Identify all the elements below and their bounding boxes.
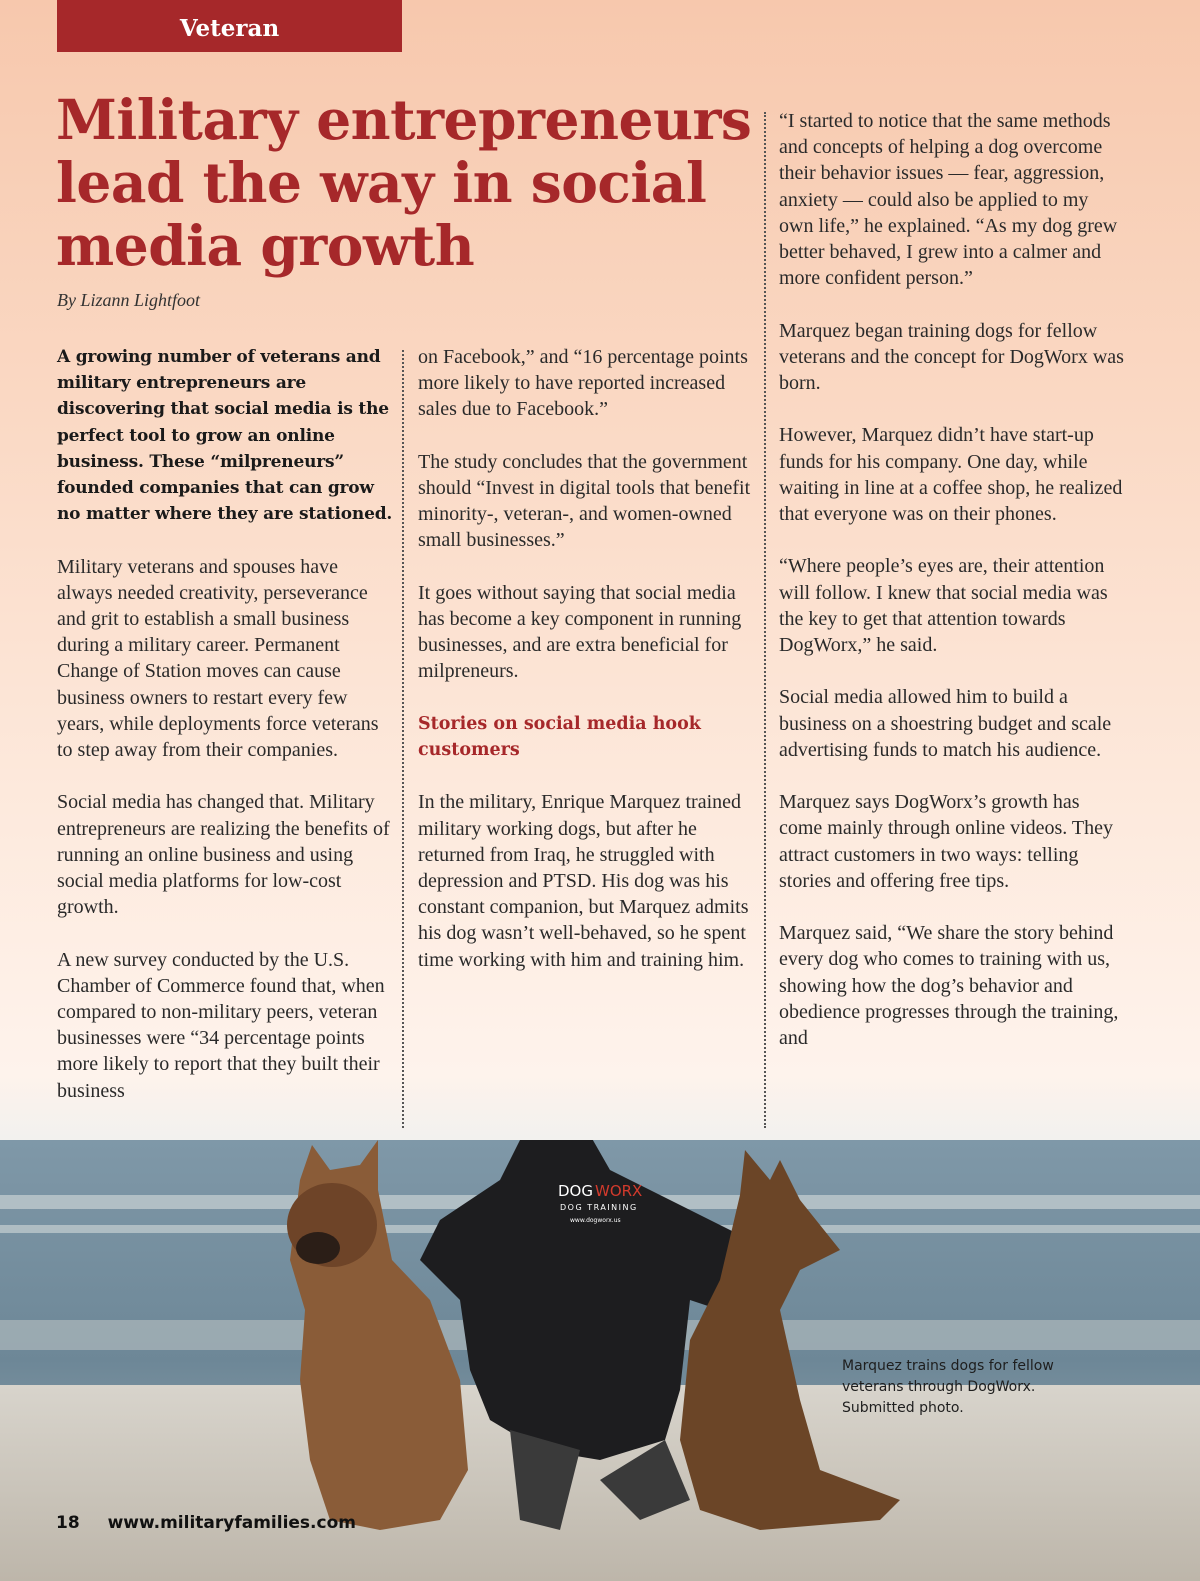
body-paragraph: In the military, Enrique Marquez trained military working dogs, but after he returned from Iraq, he struggled with depression and PTSD. His dog was his constant companion, but Marquez admits his dog wasn’t well-behaved, so he spent time working with him and training him. <box>418 791 749 971</box>
lead-paragraph: A growing number of veterans and military entrepreneurs are discovering that social media is the perfect tool to grow an online business. These “milpreneurs” founded companies that can grow no matter where they are stationed. <box>57 347 393 525</box>
body-paragraph: It goes without saying that social media has become a key component in running businesses, and are extra beneficial for milpreneurs. <box>418 581 742 683</box>
body-paragraph: Marquez said, “We share the story behind every dog who comes to training with us, showing how the dog’s behavior and obedience progresses through the training, and <box>779 922 1119 1050</box>
body-paragraph: “Where people’s eyes are, their attention will follow. I knew that social media was the key to get that attention towards DogWorx,” he said. <box>779 555 1108 657</box>
article-column-2 <box>418 344 763 999</box>
body-paragraph: The study concludes that the government should “Invest in digital tools that benefit minority-, veteran-, and women-owned small businesses.” <box>418 450 751 552</box>
body-paragraph: Military veterans and spouses have always needed creativity, perseverance and grit to establish a small business during a military career. Permanent Change of Station moves can cause business owners to restart every few years, while deployments force veterans to step away from their companies. <box>57 555 379 762</box>
page-footer <box>56 1513 356 1533</box>
subheading: Stories on social media hook customers <box>418 713 701 760</box>
byline: By Lizann Lightfoot <box>57 290 201 310</box>
body-paragraph: Marquez began training dogs for fellow veterans and the concept for DogWorx was born. <box>779 319 1124 395</box>
column-divider <box>764 112 766 1128</box>
page-number: 18 <box>56 1513 80 1533</box>
body-paragraph: on Facebook,” and “16 percentage points more likely to have reported increased sales due to Facebook.” <box>418 346 748 421</box>
shirt-logo-worx: WORX <box>595 1182 643 1200</box>
shirt-logo-sub: DOG TRAINING <box>560 1203 638 1212</box>
body-paragraph: “I started to notice that the same methods and concepts of helping a dog overcome their behavior issues — fear, aggression, anxiety — could also be applied to my own life,” he explained. “As my dog grew better behaved, I grew into a calmer and more confident person.” <box>779 110 1118 290</box>
article-column-1 <box>57 344 397 1130</box>
photo-caption: Marquez trains dogs for fellow veterans through DogWorx. Submitted photo. <box>842 1358 1054 1416</box>
body-paragraph: Marquez says DogWorx’s growth has come mainly through online videos. They attract customers in two ways: telling stories and offering free tips. <box>779 791 1114 892</box>
section-tag: Veteran <box>57 0 402 52</box>
headline: Military entrepreneurs lead the way in social media growth <box>56 87 752 278</box>
footer-url-link[interactable]: www.militaryfamilies.com <box>107 1513 356 1533</box>
shirt-logo-url: www.dogworx.us <box>570 1217 621 1224</box>
body-paragraph: A new survey conducted by the U.S. Chamber of Commerce found that, when compared to non-military peers, veteran businesses were “34 percentage points more likely to report that they built their business <box>57 948 385 1102</box>
shirt-logo-dog: DOG <box>558 1182 593 1200</box>
body-paragraph: Social media allowed him to build a business on a shoestring budget and scale advertising funds to match his audience. <box>779 686 1112 761</box>
article-column-3 <box>779 108 1124 1077</box>
body-paragraph: However, Marquez didn’t have start-up funds for his company. One day, while waiting in line at a coffee shop, he realized that everyone was on their phones. <box>779 424 1123 526</box>
body-paragraph: Social media has changed that. Military entrepreneurs are realizing the benefits of running an online business and using social media platforms for low-cost growth. <box>57 791 390 919</box>
column-divider <box>402 350 404 1128</box>
